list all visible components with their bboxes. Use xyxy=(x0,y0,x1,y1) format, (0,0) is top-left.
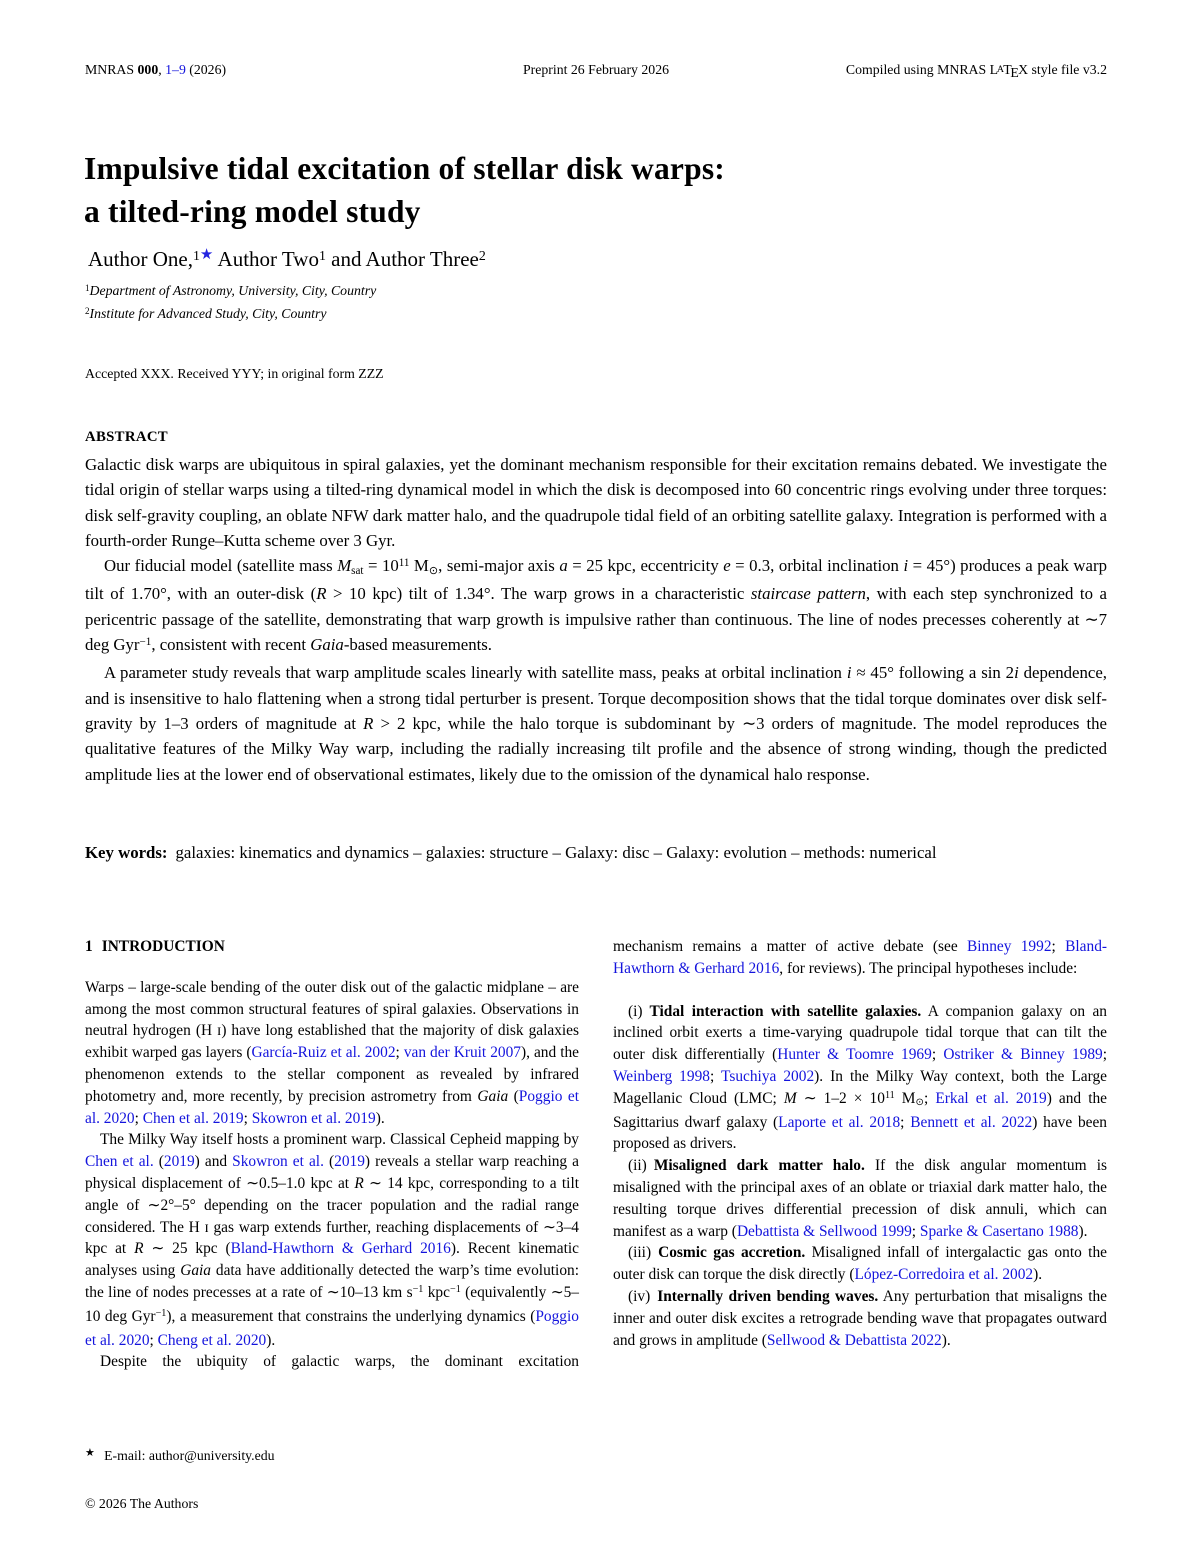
text-segment: ; xyxy=(1051,938,1066,955)
text-segment: ≈ 45° following a sin 2 xyxy=(851,663,1015,683)
text-segment: A xyxy=(996,63,1005,75)
right-column xyxy=(613,936,1107,1373)
abstract-heading: ABSTRACT xyxy=(85,429,168,445)
citation-link[interactable]: López-Corredoira et al. 2002 xyxy=(854,1266,1034,1284)
text-segment: Gaia xyxy=(310,635,344,655)
text-segment: 1 xyxy=(85,282,90,293)
citation-link[interactable]: Weinberg 1998 xyxy=(613,1067,710,1085)
text-segment: > 10 kpc) tilt of 1.34°. The warp grows in a characteristic xyxy=(326,584,751,604)
text-segment: Author One, xyxy=(88,247,193,271)
hypothesis-list xyxy=(613,1001,1107,1352)
text-segment: −1 xyxy=(449,1284,461,1296)
item-lead: Internally driven bending waves. xyxy=(657,1287,879,1305)
text-segment: > 2 kpc, while the halo torque is subdominant by ∼3 orders of magnitude. The model reproduces the qualitative features of the Milky Way warp, including the radially increasing tilt profile and the absence of strong winding, though the predicted amplitude lies at the lower end of observational estimates, likely due to the omission of the dynamical halo response. xyxy=(85,713,1108,784)
citation-link[interactable]: Debattista & Sellwood 1999 xyxy=(736,1222,912,1240)
citation-link[interactable]: Erkal et al. 2019 xyxy=(935,1089,1047,1107)
text-segment: ). xyxy=(1033,1266,1043,1284)
text-segment: X style file v3.2 xyxy=(1018,62,1107,77)
citation-link[interactable]: Cheng et al. 2020 xyxy=(157,1331,267,1349)
text-segment: , with each step synchronized to a pericentric passage of the satellite, demonstrating that warp growth is impulsive rather than continuous. The line of nodes precesses coherently at ∼7 deg Gyr xyxy=(85,584,1107,655)
text-segment: E xyxy=(1010,65,1019,81)
text-segment: , semi-major axis xyxy=(438,556,560,576)
text-segment: 11 xyxy=(884,1090,895,1102)
section-number: 1 xyxy=(85,938,93,955)
text-segment: Gaia xyxy=(180,1262,212,1280)
body-columns xyxy=(85,936,1107,1373)
citation-link[interactable]: Chen et al. 2019 xyxy=(142,1109,244,1127)
citation-link[interactable]: Chen et al. xyxy=(85,1153,154,1171)
text-segment: ∼ 14 kpc, corresponding to a tilt angle of ∼2°–5° depending on the tracer population and the radial range considered. The H ɪ gas warp extends further, reaching displacements of ∼3–4 kpc at xyxy=(85,1174,579,1258)
affiliations xyxy=(85,280,376,326)
item-body xyxy=(613,1003,1107,1153)
citation-link[interactable]: Binney 1992 xyxy=(966,938,1052,955)
text-segment: 000 xyxy=(137,62,159,77)
text-segment: ) have been proposed as drivers. xyxy=(613,1113,1107,1153)
citation-link[interactable]: Poggio et al. 2020 xyxy=(85,1087,579,1127)
abstract-body xyxy=(85,452,1107,787)
text-segment: = 45°) produces a peak warp tilt of 1.70°, with an outer-disk ( xyxy=(85,556,1107,604)
abstract-paragraph-2 xyxy=(85,553,1107,660)
text-segment: ) and xyxy=(194,1153,233,1171)
item-label: (iv) xyxy=(628,1287,651,1305)
text-segment: 1 xyxy=(318,247,326,263)
text-segment: sat xyxy=(351,564,364,577)
text-segment: ⊙ xyxy=(428,564,439,577)
hypothesis-item-2 xyxy=(613,1155,1107,1242)
text-segment: -based measurements. xyxy=(343,635,492,655)
text-segment: Author Two xyxy=(213,247,319,271)
text-segment: ). xyxy=(266,1331,276,1349)
item-label: (ii) xyxy=(628,1157,647,1175)
text-segment: R xyxy=(363,713,374,733)
citation-link[interactable]: Laporte et al. 2018 xyxy=(778,1113,901,1131)
citation-link[interactable]: Tsuchiya 2002 xyxy=(721,1067,815,1085)
text-segment: ; xyxy=(149,1331,158,1349)
paper-title-line1: Impulsive tidal excitation of stellar disk warps: xyxy=(84,151,725,186)
citation-link[interactable]: Skowron et al. 2019 xyxy=(251,1109,376,1127)
text-segment: = 25 kpc, eccentricity xyxy=(567,556,724,576)
text-segment: ) reveals a stellar warp reaching a physical displacement of ∼0.5–1.0 kpc at xyxy=(85,1153,580,1192)
text-segment: ( xyxy=(153,1153,164,1171)
author-list xyxy=(88,247,486,272)
text-segment: M xyxy=(409,556,429,576)
text-segment: Department of Astronomy, University, City, Country xyxy=(89,283,377,298)
text-segment: ). xyxy=(1078,1222,1088,1240)
text-segment: 11 xyxy=(398,557,410,570)
citation-link[interactable]: Skowron et al. xyxy=(232,1153,324,1171)
left-column xyxy=(85,936,579,1373)
text-segment: E-mail: author@university.edu xyxy=(100,1448,275,1463)
text-segment: Our fiducial model (satellite mass xyxy=(104,556,338,576)
text-segment: ; xyxy=(243,1109,252,1127)
text-segment: (2026) xyxy=(185,62,227,77)
abstract-paragraph-3 xyxy=(85,660,1107,786)
text-segment: ; xyxy=(134,1109,143,1127)
text-segment: kpc xyxy=(423,1283,450,1301)
text-segment: i xyxy=(903,556,909,576)
text-segment: R xyxy=(134,1240,144,1258)
text-segment: ; xyxy=(931,1046,944,1064)
text-segment: −1 xyxy=(412,1284,424,1296)
text-segment: ; xyxy=(1102,1046,1108,1064)
citation-link[interactable]: Sellwood & Debattista 2022 xyxy=(766,1331,942,1349)
keywords-text xyxy=(176,843,937,862)
header-journal-ref xyxy=(85,62,226,78)
paper-title-line2: a tilted-ring model study xyxy=(84,194,421,229)
text-segment: M xyxy=(894,1089,916,1107)
text-segment: ; xyxy=(709,1067,721,1085)
copyright-line: © 2026 The Authors xyxy=(85,1496,199,1511)
text-segment: staircase pattern xyxy=(750,584,866,604)
text-segment: dependence, and is insensitive to halo flattening when a strong tidal perturber is present. Torque decomposition shows that the tidal torque dominates over disk self-gravity by 1–3 orders of magnitude at xyxy=(85,663,1107,733)
text-segment: ) and the Sagittarius dwarf galaxy ( xyxy=(613,1089,1107,1131)
citation-link[interactable]: Poggio et al. 2020 xyxy=(85,1307,579,1349)
citation-link[interactable]: García-Ruiz et al. 2002 xyxy=(251,1044,396,1062)
item-lead: Tidal interaction with satellite galaxies. xyxy=(649,1002,922,1020)
text-segment: A companion galaxy on an inclined orbit exerts a time-varying quadrupole tidal torque that can tilt the outer disk differentially ( xyxy=(613,1002,1107,1064)
citation-link[interactable]: Sparke & Casertano 1988 xyxy=(919,1222,1079,1240)
text-segment: and Author Three xyxy=(325,247,479,271)
text-segment: MNRAS xyxy=(85,62,138,77)
text-segment: ), and the phenomenon extends to the stellar component as revealed by infrared photometry and, more recently, by precision astrometry from xyxy=(85,1044,580,1105)
hypothesis-item-3 xyxy=(613,1242,1107,1286)
text-segment: ), a measurement that constrains the underlying dynamics ( xyxy=(166,1307,536,1325)
text-segment: R xyxy=(316,584,327,604)
text-segment: = 10 xyxy=(363,556,399,576)
text-segment: Institute for Advanced Study, City, Country xyxy=(89,306,327,321)
text-segment: T xyxy=(1003,62,1012,77)
hypothesis-item-4 xyxy=(613,1286,1107,1351)
text-segment: ★ xyxy=(85,1447,95,1460)
text-segment: ). Recent kinematic analyses using xyxy=(85,1240,579,1280)
section-heading-introduction xyxy=(85,936,579,958)
text-segment: ; xyxy=(395,1044,404,1062)
text-segment: 2 xyxy=(478,247,486,263)
text-segment: ). xyxy=(375,1109,385,1127)
text-segment: Misaligned infall of intergalactic gas onto the outer disk can torque the disk directly ( xyxy=(613,1244,1107,1284)
item-lead: Misaligned dark matter halo. xyxy=(653,1157,865,1175)
hypothesis-item-1 xyxy=(613,1001,1107,1156)
citation-link[interactable]: 1–9 xyxy=(165,62,186,77)
citation-link[interactable]: Hunter & Toomre 1969 xyxy=(777,1046,932,1064)
text-segment: ; xyxy=(900,1113,911,1131)
text-segment: ). In the Milky Way context, both the Large Magellanic Cloud (LMC; xyxy=(613,1067,1108,1107)
citation-link[interactable]: 2019 xyxy=(163,1153,195,1171)
text-segment: If the disk angular momentum is misaligned with the principal axes of an oblate or triaxial dark matter halo, the resulting torque drives differential precession of disk annuli, which can manifest as a warp ( xyxy=(613,1157,1107,1240)
text-segment: ; xyxy=(924,1089,936,1107)
text-segment: = 0.3, orbital inclination xyxy=(730,556,904,576)
text-segment: Any perturbation that misaligns the inner and outer disk excites a retrograde bending wave that propagates outward and grows in amplitude ( xyxy=(613,1287,1107,1349)
text-segment: ( xyxy=(508,1087,519,1105)
text-segment: M xyxy=(337,556,352,576)
text-segment: Despite the ubiquity of galactic warps, the dominant excitation xyxy=(100,1353,579,1371)
text-segment: , for reviews). The principal hypotheses include: xyxy=(779,959,1078,977)
text-segment: −1 xyxy=(139,636,152,649)
text-segment: i xyxy=(1014,663,1019,683)
citation-link[interactable]: Ostriker & Binney 1989 xyxy=(943,1046,1103,1064)
author-footnote-star[interactable]: ★ xyxy=(199,247,214,264)
intro-paragraph-3-start xyxy=(85,1351,579,1373)
citation-link[interactable]: Bland-Hawthorn & Gerhard 2016 xyxy=(230,1240,451,1258)
text-segment: i xyxy=(846,663,852,683)
text-segment: , consistent with recent xyxy=(151,635,311,655)
citation-link[interactable]: van der Kruit 2007 xyxy=(403,1044,521,1062)
keywords-label: Key words: xyxy=(85,843,168,862)
text-segment: mechanism remains a matter of active debate (see xyxy=(613,938,967,955)
intro-paragraph-3-continued xyxy=(613,936,1107,980)
text-segment: Warps – large-scale bending of the outer disk out of the galactic midplane – are among the most common structural features of spiral galaxies. Observations in neutral hydrogen (H ɪ) have long established that the majority of disk galaxies exhibit warped gas layers ( xyxy=(85,978,579,1062)
email-footnote xyxy=(85,1448,579,1464)
text-segment: galaxies: kinematics and dynamics – galaxies: structure – Galaxy: disc – Galaxy: evolution – methods: numerical xyxy=(175,843,937,862)
header-compiled-note xyxy=(845,62,1107,81)
text-segment: 2 xyxy=(85,305,90,316)
text-segment: Galactic disk warps are ubiquitous in spiral galaxies, yet the dominant mechanism responsible for their excitation remains debated. We investigate the tidal origin of stellar warps using a tilted-ring dynamical model in which the disk is decomposed into 60 concentric rings evolving under three torques: disk self-gravity coupling, an oblate NFW dark matter halo, and the quadrupole tidal field of an orbiting satellite galaxy. Integration is performed with a fourth-order Runge–Kutta scheme over 3 Gyr. xyxy=(85,455,1107,550)
text-segment: ). xyxy=(941,1331,951,1349)
text-segment: 1 xyxy=(192,247,200,263)
text-segment: ⊙ xyxy=(915,1097,924,1109)
citation-link[interactable]: 2019 xyxy=(334,1153,365,1171)
intro-paragraph-2 xyxy=(85,1129,579,1351)
abstract-paragraph-1 xyxy=(85,452,1107,553)
text-segment: The Milky Way itself hosts a prominent warp. Classical Cepheid mapping by xyxy=(100,1131,579,1149)
text-segment: e xyxy=(723,556,731,576)
keywords-line xyxy=(85,840,1107,865)
text-segment: data have additionally detected the warp’s time evolution: the line of nodes precesses at a rate of ∼10–13 km s xyxy=(85,1262,579,1301)
text-segment: A parameter study reveals that warp amplitude scales linearly with satellite mass, peaks at orbital inclination xyxy=(104,663,847,683)
item-lead: Cosmic gas accretion. xyxy=(658,1244,806,1262)
dates-line: Accepted XXX. Received YYY; in original form ZZZ xyxy=(85,366,384,381)
text-segment: R xyxy=(354,1174,364,1192)
text-segment: −1 xyxy=(155,1308,167,1320)
text-segment: ; xyxy=(911,1222,920,1240)
header-preprint-date: Preprint 26 February 2026 xyxy=(523,62,669,77)
text-segment: ∼ 1–2 × 10 xyxy=(796,1089,885,1107)
intro-paragraph-1 xyxy=(85,977,579,1130)
citation-link[interactable]: Bennett et al. 2022 xyxy=(910,1113,1033,1131)
text-segment: Compiled using MNRAS L xyxy=(845,62,999,77)
text-segment: ( xyxy=(323,1153,335,1171)
section-title: INTRODUCTION xyxy=(101,938,225,955)
paper-title xyxy=(84,147,725,233)
citation-link[interactable]: Bland-Hawthorn & Gerhard 2016 xyxy=(613,938,1108,977)
text-segment: M xyxy=(783,1089,797,1107)
text-segment: (equivalently ∼5–10 deg Gyr xyxy=(85,1283,579,1325)
text-segment: , xyxy=(158,62,166,77)
text-segment: Gaia xyxy=(477,1087,509,1105)
text-segment: ∼ 25 kpc ( xyxy=(143,1240,231,1258)
text-segment: a xyxy=(559,556,568,576)
affiliation-1 xyxy=(85,280,376,303)
item-label: (iii) xyxy=(628,1244,652,1262)
affiliation-2 xyxy=(85,303,376,326)
item-label: (i) xyxy=(628,1002,643,1020)
